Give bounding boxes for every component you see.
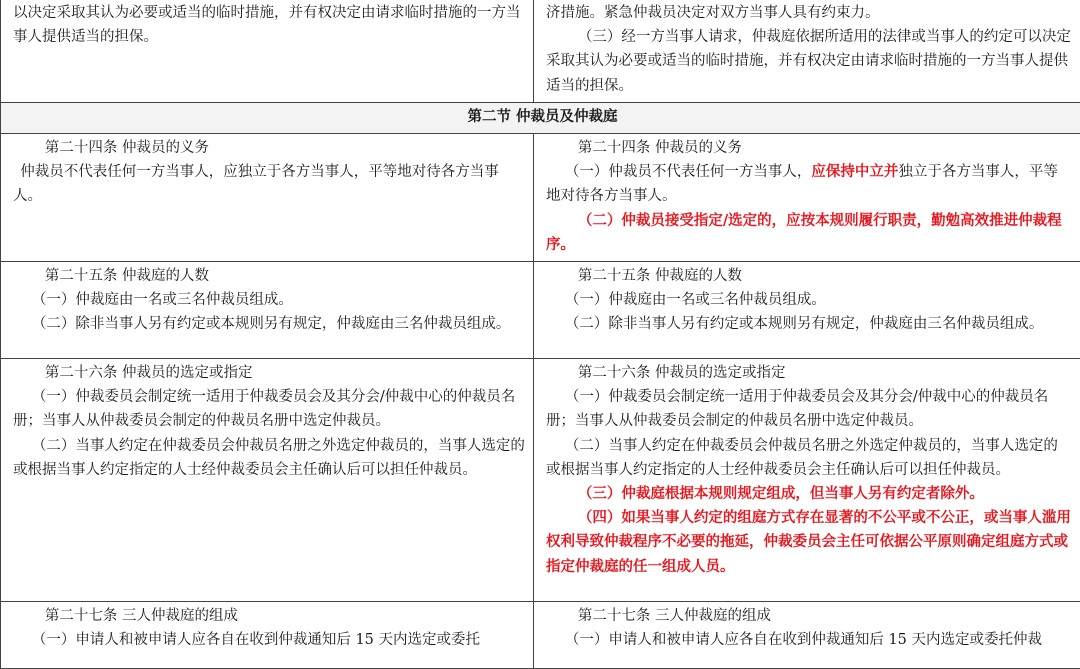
article-title: 第二十七条 三人仲裁庭的组成 (546, 604, 1072, 628)
table-row-article-25 (1, 262, 1080, 359)
article-paragraph: （一）申请人和被申请人应各自在收到仲裁通知后 15 天内选定或委托 (13, 628, 525, 652)
right-cell (534, 0, 1080, 102)
table-row (1, 0, 1080, 102)
article-body: 仲裁员不代表任何一方当事人，应独立于各方当事人，平等地对待各方当事人。 (13, 160, 525, 208)
article-title: 第二十六条 仲裁员的选定或指定 (546, 361, 1072, 385)
left-cell (1, 0, 534, 102)
article-paragraph: （一）仲裁庭由一名或三名仲裁员组成。 (546, 288, 1072, 312)
article-paragraph: （二）除非当事人另有约定或本规则另有规定，仲裁庭由三名仲裁员组成。 (13, 312, 525, 336)
article-title: 第二十五条 仲裁庭的人数 (546, 264, 1072, 288)
right-paragraph: （三）经一方当事人请求，仲裁庭依据所适用的法律或当事人的约定可以决定采取其认为必要或适当的临时措施，并有权决定由请求临时措施的一方当事人提供适当的担保。 (546, 25, 1072, 98)
table-row-article-24 (1, 134, 1080, 262)
table-row-article-26 (1, 359, 1080, 602)
right-cell (534, 262, 1080, 359)
added-paragraph: （三）仲裁庭根据本规则规定组成，但当事人另有约定者除外。 (546, 482, 1072, 506)
article-paragraph: （二）当事人约定在仲裁委员会仲裁员名册之外选定仲裁员的，当事人选定的或根据当事人约定指定的人士经仲裁委员会主任确认后可以担任仲裁员。 (13, 434, 525, 482)
right-cell (534, 359, 1080, 602)
left-paragraph: 以决定采取其认为必要或适当的临时措施，并有权决定由请求临时措施的一方当事人提供适当的担保。 (13, 1, 525, 49)
article-title: 第二十七条 三人仲裁庭的组成 (13, 604, 525, 628)
right-cell (534, 602, 1080, 669)
section-header-row (1, 102, 1080, 133)
section-title: 第二节 仲裁员及仲裁庭 (1, 102, 1080, 133)
article-paragraph: （一）仲裁庭由一名或三名仲裁员组成。 (13, 288, 525, 312)
added-paragraph: （四）如果当事人约定的组庭方式存在显著的不公平或不公正，或当事人滥用权利导致仲裁程序不必要的拖延，仲裁委员会主任可依据公平原则确定组庭方式或指定仲裁庭的任一组成人员。 (546, 506, 1072, 579)
text-span: （一）仲裁员不代表任何一方当事人， (565, 164, 812, 180)
text-span: 独立于各方当事人，平等地对待各方当事人。 (546, 164, 1058, 204)
left-cell (1, 134, 534, 262)
article-paragraph (546, 160, 1072, 208)
added-text: 应保持中立并 (811, 163, 898, 180)
article-paragraph: （一）仲裁委员会制定统一适用于仲裁委员会及其分会/仲裁中心的仲裁员名册；当事人从仲裁委员会制定的仲裁员名册中选定仲裁员。 (546, 385, 1072, 433)
article-title: 第二十四条 仲裁员的义务 (546, 136, 1072, 160)
article-paragraph: （二）除非当事人另有约定或本规则另有规定，仲裁庭由三名仲裁员组成。 (546, 312, 1072, 336)
article-paragraph: （一）仲裁委员会制定统一适用于仲裁委员会及其分会/仲裁中心的仲裁员名册；当事人从仲裁委员会制定的仲裁员名册中选定仲裁员。 (13, 385, 525, 433)
table-row-article-27 (1, 602, 1080, 669)
article-title: 第二十五条 仲裁庭的人数 (13, 264, 525, 288)
right-paragraph: 济措施。紧急仲裁员决定对双方当事人具有约束力。 (546, 1, 1072, 25)
left-cell (1, 262, 534, 359)
left-cell (1, 359, 534, 602)
article-title: 第二十六条 仲裁员的选定或指定 (13, 361, 525, 385)
article-paragraph: （二）当事人约定在仲裁委员会仲裁员名册之外选定仲裁员的，当事人选定的或根据当事人约定指定的人士经仲裁委员会主任确认后可以担任仲裁员。 (546, 434, 1072, 482)
left-cell (1, 602, 534, 669)
article-paragraph: （一）申请人和被申请人应各自在收到仲裁通知后 15 天内选定或委托仲裁 (546, 628, 1072, 652)
right-cell (534, 134, 1080, 262)
article-title: 第二十四条 仲裁员的义务 (13, 136, 525, 160)
added-paragraph: （二）仲裁员接受指定/选定的，应按本规则履行职责，勤勉高效推进仲裁程序。 (546, 209, 1072, 257)
